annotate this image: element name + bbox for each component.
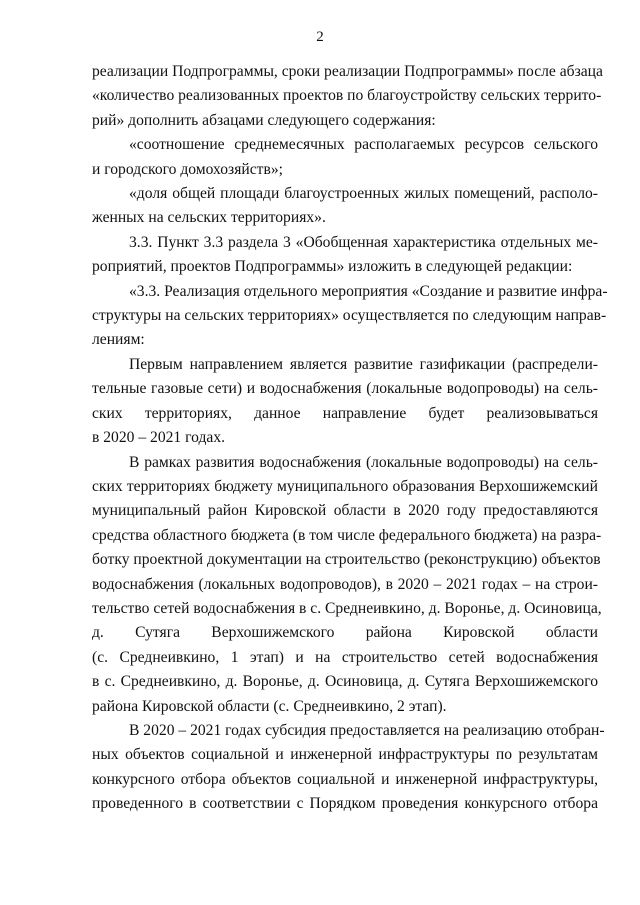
text-line: структуры на сельских территориях» осуществляется по следующим направ- (92, 307, 607, 325)
text-line: средства областного бюджета (в том числе федерального бюджета) на разра- (92, 526, 602, 544)
text-line: ных объектов социальной и инженерной инфраструктуры по результатам (92, 746, 598, 764)
text-line: района Кировской области (с. Среднеивкино, 2 этап). (92, 697, 447, 715)
text-line: д. Сутяга Верхошижемского района Кировской области (92, 624, 598, 642)
text-line: конкурсного отбора объектов социальной и инженерной инфраструктуры, (92, 770, 598, 788)
text-line: женных на сельских территориях». (92, 209, 326, 227)
text-line: муниципальный район Кировской области в 2020 году предоставляются (92, 502, 598, 520)
text-line: лениям: (92, 331, 145, 349)
text-line: в с. Среднеивкино, д. Воронье, д. Осиновица, д. Сутяга Верхошижемского (92, 673, 598, 691)
text-line: рий» дополнить абзацами следующего содержания: (92, 111, 436, 129)
text-line: тельные газовые сети) и водоснабжения (локальные водопроводы) на сель- (92, 380, 598, 398)
text-line: «количество реализованных проектов по благоустройству сельских террито- (92, 87, 602, 105)
text-line: «доля общей площади благоустроенных жилых помещений, располо- (129, 185, 598, 203)
text-line: реализации Подпрограммы, сроки реализации Подпрограммы» после абзаца (92, 63, 603, 80)
text-line: «3.3. Реализация отдельного мероприятия «Создание и развитие инфра- (129, 282, 608, 300)
text-line: 3.3. Пункт 3.3 раздела 3 «Обобщенная характеристика отдельных ме- (129, 233, 598, 251)
text-line: Первым направлением является развитие газификации (распредели- (129, 355, 598, 373)
text-line: в 2020 – 2021 годах. (92, 429, 226, 447)
text-line: роприятий, проектов Подпрограммы» изложить в следующей редакции: (92, 258, 573, 276)
text-line: (с. Среднеивкино, 1 этап) и на строительство сетей водоснабжения (92, 648, 598, 666)
text-line: тельство сетей водоснабжения в с. Среднеивкино, д. Воронье, д. Осиновица, (92, 599, 602, 617)
text-line: В 2020 – 2021 годах субсидия предоставляется на реализацию отобран- (129, 721, 605, 739)
text-line: ботку проектной документации на строительство (реконструкцию) объектов (92, 551, 601, 569)
text-line: ских территориях, данное направление будет реализовываться (92, 404, 598, 422)
text-line: «соотношение среднемесячных располагаемых ресурсов сельского (129, 136, 598, 154)
page-number: 2 (316, 29, 324, 45)
text-line: и городского домохозяйств»; (92, 160, 283, 178)
text-line: водоснабжения (локальных водопроводов), в 2020 – 2021 годах – на строи- (92, 575, 598, 593)
text-line: В рамках развития водоснабжения (локальные водопроводы) на сель- (129, 453, 598, 471)
text-line: ских территориях бюджету муниципального образования Верхошижемский (92, 477, 598, 495)
text-line: проведенного в соответствии с Порядком проведения конкурсного отбора (92, 795, 598, 813)
document-body (92, 60, 608, 817)
